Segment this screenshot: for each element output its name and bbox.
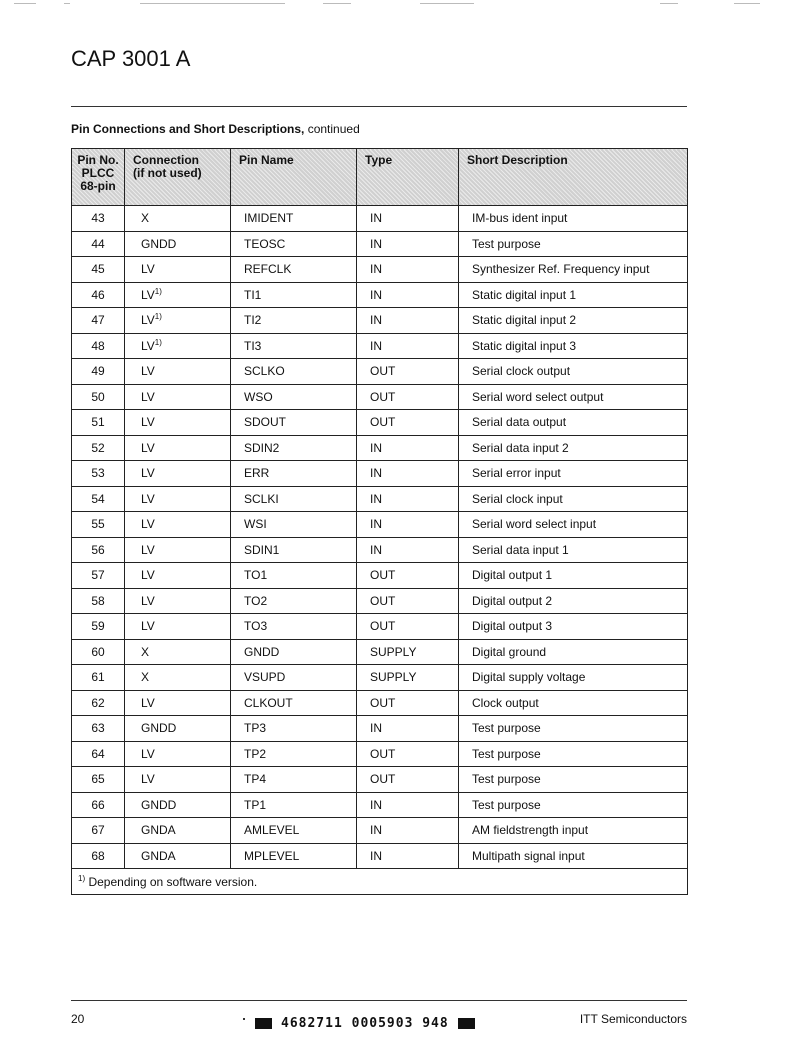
table-row (72, 359, 688, 385)
pin-name-cell: AMLEVEL (231, 818, 357, 844)
type-cell: OUT (357, 384, 459, 410)
type-cell: OUT (357, 741, 459, 767)
table-row (72, 843, 688, 869)
pin-name-cell: REFCLK (231, 257, 357, 283)
type-cell: IN (357, 792, 459, 818)
description-cell: Serial clock output (459, 359, 688, 385)
connection-cell (125, 792, 231, 818)
connection-value: LV (141, 542, 155, 557)
publisher-name: ITT Semiconductors (579, 1012, 687, 1026)
table-row (72, 282, 688, 308)
pin-name-cell: TO2 (231, 588, 357, 614)
connection-value: LV (141, 619, 155, 634)
barcode-text: 4682711 0005903 948 (281, 1015, 449, 1031)
pin-name-cell: ERR (231, 461, 357, 487)
table-row (72, 741, 688, 767)
type-cell: IN (357, 308, 459, 334)
description-cell: Serial data input 2 (459, 435, 688, 461)
pin-name-cell: TP1 (231, 792, 357, 818)
table-row (72, 333, 688, 359)
pin-number-cell: 62 (72, 690, 125, 716)
type-cell: IN (357, 206, 459, 232)
description-cell: Test purpose (459, 231, 688, 257)
pin-name-cell: CLKOUT (231, 690, 357, 716)
description-cell: IM-bus ident input (459, 206, 688, 232)
pin-number-cell: 67 (72, 818, 125, 844)
pin-name-cell: SCLKI (231, 486, 357, 512)
table-row (72, 563, 688, 589)
connection-cell (125, 537, 231, 563)
type-cell: IN (357, 512, 459, 538)
connection-cell (125, 282, 231, 308)
description-cell: Test purpose (459, 767, 688, 793)
connection-value: LV (141, 466, 155, 481)
barcode-dot (243, 1018, 245, 1020)
table-row (72, 206, 688, 232)
description-cell: Serial word select output (459, 384, 688, 410)
barcode-block-right (458, 1018, 475, 1029)
table-row (72, 257, 688, 283)
pin-number-cell: 47 (72, 308, 125, 334)
description-cell: Digital supply voltage (459, 665, 688, 691)
table-row (72, 665, 688, 691)
table-row (72, 231, 688, 257)
pin-number-cell: 49 (72, 359, 125, 385)
table-row (72, 512, 688, 538)
pin-name-cell: SDOUT (231, 410, 357, 436)
pin-name-cell: SDIN2 (231, 435, 357, 461)
connection-value: LV (141, 389, 155, 404)
pin-table-header (72, 149, 688, 206)
table-row (72, 537, 688, 563)
connection-cell (125, 716, 231, 742)
type-cell: OUT (357, 563, 459, 589)
table-row (72, 767, 688, 793)
description-cell: Digital output 2 (459, 588, 688, 614)
connection-value: GNDA (141, 848, 176, 863)
connection-value: LV (141, 338, 155, 353)
footnote-ref: 1) (154, 337, 162, 347)
pin-name-cell: MPLEVEL (231, 843, 357, 869)
connection-cell (125, 818, 231, 844)
description-cell: Digital output 3 (459, 614, 688, 640)
pin-number-cell: 56 (72, 537, 125, 563)
type-cell: IN (357, 231, 459, 257)
connection-value: LV (141, 262, 155, 277)
footnote-ref: 1) (154, 286, 162, 296)
pin-name-cell: WSI (231, 512, 357, 538)
type-cell: IN (357, 435, 459, 461)
connection-value: GNDD (141, 797, 177, 812)
pin-number-cell: 59 (72, 614, 125, 640)
pin-number-cell: 68 (72, 843, 125, 869)
page-number: 20 (71, 1012, 85, 1026)
description-cell: Clock output (459, 690, 688, 716)
description-cell: Synthesizer Ref. Frequency input (459, 257, 688, 283)
type-cell: IN (357, 461, 459, 487)
pin-number-cell: 43 (72, 206, 125, 232)
pin-table-body (72, 206, 688, 869)
connection-value: LV (141, 746, 155, 761)
pin-number-cell: 61 (72, 665, 125, 691)
pin-name-cell: TP2 (231, 741, 357, 767)
connection-cell (125, 206, 231, 232)
pin-number-cell: 57 (72, 563, 125, 589)
description-cell: Multipath signal input (459, 843, 688, 869)
pin-name-cell: TI1 (231, 282, 357, 308)
pin-name-cell: TO3 (231, 614, 357, 640)
type-cell: SUPPLY (357, 639, 459, 665)
type-cell: OUT (357, 614, 459, 640)
pin-number-cell: 50 (72, 384, 125, 410)
pin-name-cell: IMIDENT (231, 206, 357, 232)
pin-name-cell: TEOSC (231, 231, 357, 257)
pin-number-cell: 58 (72, 588, 125, 614)
connection-value: LV (141, 491, 155, 506)
type-cell: IN (357, 257, 459, 283)
header-connection: Connection (if not used) (125, 149, 231, 206)
description-cell: Test purpose (459, 741, 688, 767)
connection-cell (125, 563, 231, 589)
header-divider (71, 106, 687, 107)
connection-value: X (141, 211, 150, 226)
connection-value: LV (141, 695, 155, 710)
footnote-ref: 1) (154, 312, 162, 322)
table-row (72, 716, 688, 742)
connection-cell (125, 690, 231, 716)
connection-value: LV (141, 415, 155, 430)
connection-cell (125, 231, 231, 257)
connection-cell (125, 512, 231, 538)
section-heading-continued: continued (304, 122, 360, 136)
pin-name-cell: SDIN1 (231, 537, 357, 563)
pin-name-cell: TP3 (231, 716, 357, 742)
table-row (72, 410, 688, 436)
pin-name-cell: TI3 (231, 333, 357, 359)
footnote-row (72, 869, 688, 895)
connection-cell (125, 410, 231, 436)
pin-number-cell: 55 (72, 512, 125, 538)
connection-value: LV (141, 517, 155, 532)
type-cell: OUT (357, 690, 459, 716)
description-cell: Serial word select input (459, 512, 688, 538)
section-heading-bold: Pin Connections and Short Descriptions, (71, 122, 305, 136)
pin-table (71, 148, 688, 895)
document-title: CAP 3001 A (71, 46, 191, 71)
description-cell: Serial error input (459, 461, 688, 487)
connection-value: LV (141, 440, 155, 455)
connection-cell (125, 333, 231, 359)
connection-cell (125, 614, 231, 640)
pin-name-cell: WSO (231, 384, 357, 410)
connection-cell (125, 588, 231, 614)
pin-number-cell: 52 (72, 435, 125, 461)
pin-name-cell: VSUPD (231, 665, 357, 691)
description-cell: Digital output 1 (459, 563, 688, 589)
connection-cell (125, 384, 231, 410)
pin-number-cell: 51 (72, 410, 125, 436)
section-heading (71, 122, 360, 136)
table-row (72, 384, 688, 410)
footnote (72, 869, 688, 895)
pin-number-cell: 48 (72, 333, 125, 359)
connection-cell (125, 435, 231, 461)
connection-value: GNDD (141, 236, 177, 251)
header-pin-no: Pin No. PLCC 68-pin (72, 149, 125, 206)
barcode (243, 1013, 475, 1033)
type-cell: IN (357, 537, 459, 563)
pin-number-cell: 45 (72, 257, 125, 283)
connection-cell (125, 486, 231, 512)
barcode-block-left (255, 1018, 272, 1029)
connection-value: LV (141, 593, 155, 608)
pin-name-cell: TO1 (231, 563, 357, 589)
table-row (72, 818, 688, 844)
footnote-text: Depending on software version. (85, 874, 258, 889)
description-cell: Static digital input 2 (459, 308, 688, 334)
description-cell: Test purpose (459, 792, 688, 818)
type-cell: IN (357, 333, 459, 359)
type-cell: IN (357, 818, 459, 844)
footer-divider (71, 1000, 687, 1001)
type-cell: OUT (357, 359, 459, 385)
pin-number-cell: 60 (72, 639, 125, 665)
type-cell: IN (357, 843, 459, 869)
connection-cell (125, 359, 231, 385)
description-cell: Serial data output (459, 410, 688, 436)
connection-value: X (141, 644, 150, 659)
type-cell: IN (357, 716, 459, 742)
connection-value: GNDD (141, 721, 177, 736)
connection-cell (125, 767, 231, 793)
type-cell: OUT (357, 588, 459, 614)
pin-name-cell: TI2 (231, 308, 357, 334)
pin-name-cell: GNDD (231, 639, 357, 665)
connection-value: LV (141, 287, 155, 302)
table-row (72, 308, 688, 334)
description-cell: Static digital input 3 (459, 333, 688, 359)
table-row (72, 792, 688, 818)
pin-number-cell: 64 (72, 741, 125, 767)
type-cell: IN (357, 486, 459, 512)
connection-cell (125, 308, 231, 334)
table-row (72, 614, 688, 640)
header-short-description: Short Description (459, 149, 688, 206)
pin-name-cell: SCLKO (231, 359, 357, 385)
description-cell: Serial clock input (459, 486, 688, 512)
description-cell: Static digital input 1 (459, 282, 688, 308)
pin-number-cell: 54 (72, 486, 125, 512)
description-cell: Digital ground (459, 639, 688, 665)
connection-value: LV (141, 772, 155, 787)
pin-number-cell: 46 (72, 282, 125, 308)
pin-number-cell: 44 (72, 231, 125, 257)
table-row (72, 690, 688, 716)
connection-value: GNDA (141, 823, 176, 838)
connection-cell (125, 639, 231, 665)
pin-number-cell: 63 (72, 716, 125, 742)
pin-name-cell: TP4 (231, 767, 357, 793)
pin-number-cell: 65 (72, 767, 125, 793)
connection-value: LV (141, 313, 155, 328)
connection-cell (125, 257, 231, 283)
table-row (72, 461, 688, 487)
type-cell: SUPPLY (357, 665, 459, 691)
description-cell: Test purpose (459, 716, 688, 742)
pin-number-cell: 66 (72, 792, 125, 818)
footnote-mark: 1) (78, 873, 86, 883)
table-row (72, 588, 688, 614)
connection-cell (125, 665, 231, 691)
header-type: Type (357, 149, 459, 206)
pin-number-cell: 53 (72, 461, 125, 487)
table-row (72, 435, 688, 461)
type-cell: OUT (357, 410, 459, 436)
connection-cell (125, 461, 231, 487)
connection-value: X (141, 670, 150, 685)
connection-cell (125, 741, 231, 767)
type-cell: IN (357, 282, 459, 308)
description-cell: Serial data input 1 (459, 537, 688, 563)
connection-cell (125, 843, 231, 869)
header-pin-name: Pin Name (231, 149, 357, 206)
table-row (72, 486, 688, 512)
connection-value: LV (141, 364, 155, 379)
description-cell: AM fieldstrength input (459, 818, 688, 844)
connection-value: LV (141, 568, 155, 583)
scan-top-marks (0, 3, 799, 5)
table-row (72, 639, 688, 665)
type-cell: OUT (357, 767, 459, 793)
